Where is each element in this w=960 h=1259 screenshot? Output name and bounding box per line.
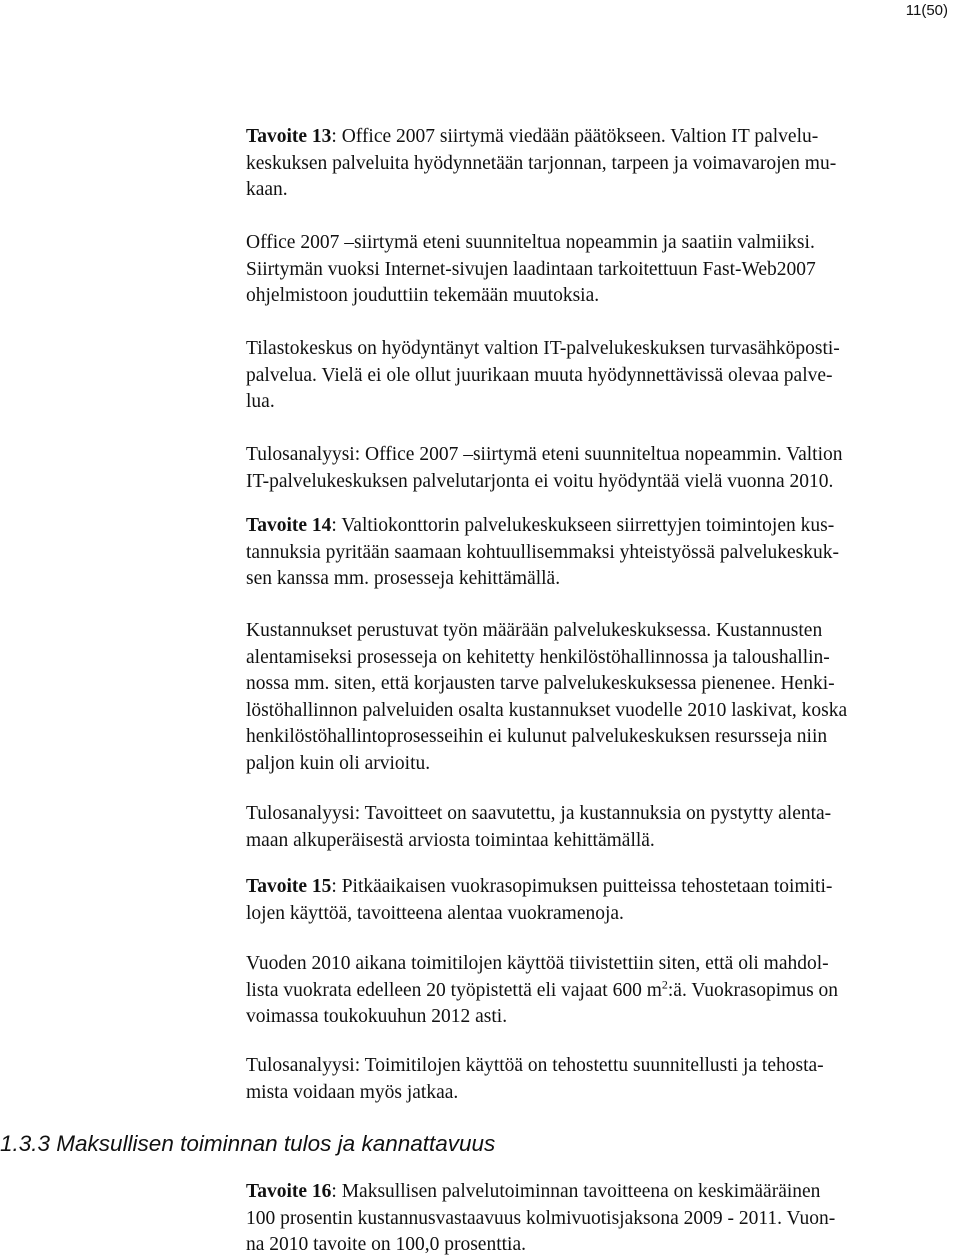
goal-13-paragraph: Tavoite 13: Office 2007 siirtymä viedään päätökseen. Valtion IT palvelu- keskuksen palveluita hyödynnetään tarjonnan, tarpeen ja voimavarojen mu- kaan.	[246, 126, 837, 200]
superscript: 2	[661, 977, 668, 991]
goal-label: Tavoite 16	[246, 1181, 332, 1202]
result-14-paragraph: Tulosanalyysi: Tavoitteet on saavutettu, ja kustannuksia on pystytty alenta- maan alkuperäisestä arviosta toimintaa kehittämällä.	[246, 803, 832, 851]
result-15-paragraph: Tulosanalyysi: Toimitilojen käyttöä on tehostettu suunnitellusti ja tehosta- mista voidaan myös jatkaa.	[246, 1055, 824, 1103]
goal-label: Tavoite 13	[246, 126, 332, 147]
goal-16-paragraph: Tavoite 16: Maksullisen palvelutoiminnan tavoitteena on keskimääräinen 100 prosentin kustannusvastaavuus kolmivuotisjaksona 2009 - 2011. Vuon- na 2010 tavoite on 100,0 prosenttia.	[246, 1181, 836, 1255]
goal-15-paragraph: Tavoite 15: Pitkäaikaisen vuokrasopimuksen puitteissa tehostetaan toimiti- lojen käyttöä, tavoitteena alentaa vuokramenoja.	[246, 876, 833, 924]
costs-paragraph: Kustannukset perustuvat työn määrään palvelukeskuksessa. Kustannusten alentamiseksi prosesseja on kehitetty henkilöstöhallinnossa ja taloushallin- nossa mm. siten, että korjausten tarve palvelukeskuksessa pienenee. Henki- löstöhallinnon palveluiden osalta kustannukset vuodelle 2010 laskivat, koska henkilöstöhallintoprosesseihin ei kulunut palvelukeskuksen resursseja niin paljon kuin oli arvioitu.	[246, 620, 848, 774]
office-transition-paragraph: Office 2007 –siirtymä eteni suunniteltua nopeammin ja saatiin valmiiksi. Siirtymän vuoksi Internet-sivujen laadintaan tarkoitettuun Fast-Web2007 ohjelmistoon jouduttiin tekemään muutoksia.	[246, 232, 816, 306]
statistics-email-paragraph: Tilastokeskus on hyödyntänyt valtion IT-palvelukeskuksen turvasähköposti- palvelua. Vielä ei ole ollut juurikaan muuta hyödynnettävissä olevaa palve- lua.	[246, 338, 840, 412]
premises-paragraph: Vuoden 2010 aikana toimitilojen käyttöä tiivistettiin siten, että oli mahdol- lista vuokrata edelleen 20 työpistettä eli vajaat 600 $m^2:ä$. Vuokrasopimus on voimassa toukokuuhun 2012 asti.	[246, 953, 839, 1027]
section-heading: 1.3.3 Maksullisen toiminnan tulos ja kannattavuus	[0, 1131, 496, 1156]
page-number: 11(50)	[905, 2, 948, 19]
goal-label: Tavoite 14	[246, 515, 332, 536]
result-13-paragraph: Tulosanalyysi: Office 2007 –siirtymä eteni suunniteltua nopeammin. Valtion IT-palvelukeskuksen palvelutarjonta ei voitu hyödyntää vielä vuonna 2010.	[246, 444, 843, 492]
goal-label: Tavoite 15	[246, 876, 332, 897]
goal-14-paragraph: Tavoite 14: Valtiokonttorin palvelukeskukseen siirrettyjen toimintojen kus- tannuksia pyritään saamaan kohtuullisemmaksi yhteistyössä palvelukeskuk- sen kanssa mm. prosesseja kehittämällä.	[246, 515, 839, 589]
